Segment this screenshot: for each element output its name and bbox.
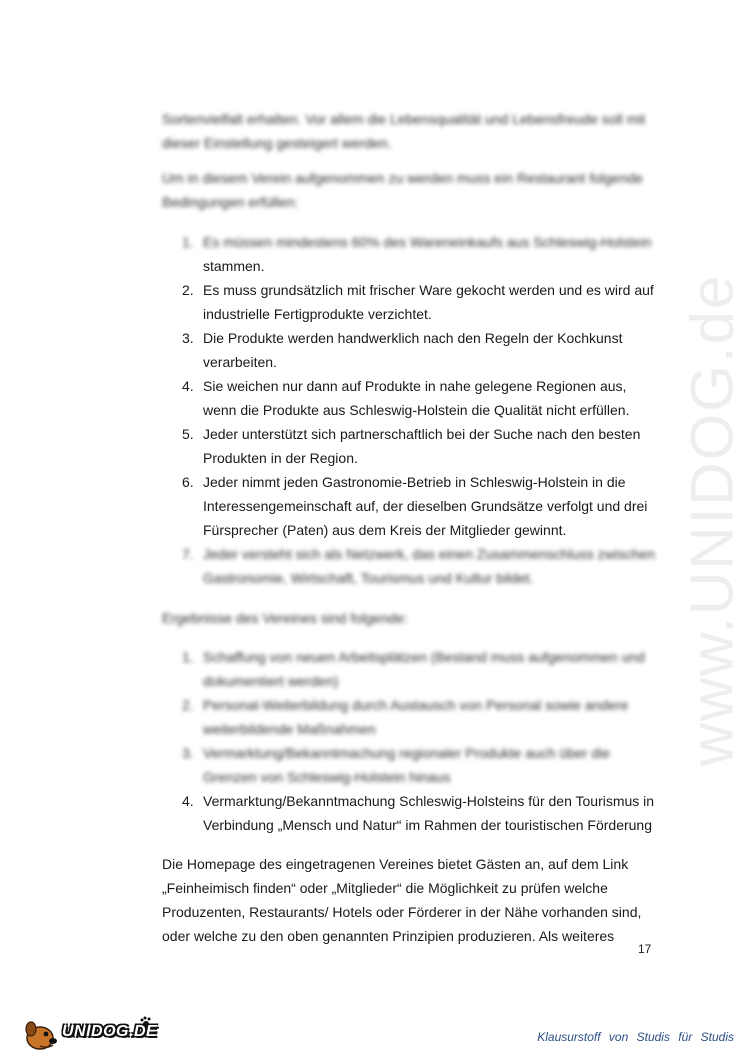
list-item: 4. Sie weichen nur dann auf Produkte in nahe gelegene Regionen aus, wenn die Produkte aus Schleswig-Holstein die Qualität nicht erfüllen. <box>182 378 630 418</box>
list-item-text: Vermarktung/Bekanntmachung Schleswig-Holsteins für den Tourismus in Verbindung „Mensch und Natur“ im Rahmen der touristischen Förderung <box>203 793 655 833</box>
page-number: 17 <box>638 942 652 956</box>
dog-mascot-icon <box>22 1016 64 1052</box>
results-list <box>162 645 662 837</box>
list-item-text: Schaffung von neuen Arbeitsplätzen (Bestand muss aufgenommen und dokumentiert werden) <box>203 649 645 689</box>
list-item: 2. Es muss grundsätzlich mit frischer Ware gekocht werden und es wird auf industrielle Fertigprodukte verzichtet. <box>182 282 654 322</box>
paragraph-results-intro: Ergebnisse des Vereines sind folgende: <box>162 610 408 626</box>
list-item-text: Jeder nimmt jeden Gastronomie-Betrieb in Schleswig-Holstein in die Interessengemeinschaft auf, der dieselben Grundsätze verfolgt und drei Fürsprecher (Paten) aus dem Kreis der Mitglieder gewinnt. <box>203 474 648 538</box>
list-item: 7. Jeder versteht sich als Netzwerk, das einen Zusammenschluss zwischen Gastronomie, Wirtschaft, Tourismus und Kultur bildet. <box>182 546 656 586</box>
list-item: 1. Es müssen mindestens 60% des Wareneinkaufs aus Schleswig-Holstein <box>162 230 662 254</box>
paragraph-intro: Sortenvielfalt erhalten. Vor allem die Lebensqualität und Lebensfreude soll mit dieser Einstellung gesteigert werden. <box>162 111 646 151</box>
list-item: 2. Personal-Weiterbildung durch Austausch von Personal sowie andere weiterbildende Maßnahmen <box>182 697 629 737</box>
conditions-list <box>162 230 662 590</box>
list-item: 5. Jeder unterstützt sich partnerschaftlich bei der Suche nach den besten Produkten in der Region. <box>182 426 641 466</box>
list-item-text: Die Produkte werden handwerklich nach den Regeln der Kochkunst verarbeiten. <box>203 330 623 370</box>
watermark-text: www.UNIDOG.de <box>678 273 746 767</box>
list-item: 6. Jeder nimmt jeden Gastronomie-Betrieb in Schleswig-Holstein in die Interessengemeinschaft auf, der dieselben Grundsätze verfolgt und drei Fürsprecher (Paten) aus dem Kreis der Mitglieder gewinnt. <box>182 474 648 538</box>
list-item-text: Personal-Weiterbildung durch Austausch von Personal sowie andere weiterbildende Maßnahmen <box>203 697 629 737</box>
list-item: 3. Die Produkte werden handwerklich nach den Regeln der Kochkunst verarbeiten. <box>182 330 623 370</box>
list-item-text: stammen. <box>203 258 265 274</box>
list-item-continuation <box>162 254 662 278</box>
list-item-text: Sie weichen nur dann auf Produkte in nahe gelegene Regionen aus, wenn die Produkte aus Schleswig-Holstein die Qualität nicht erfüllen. <box>203 378 630 418</box>
list-item-text: Es muss grundsätzlich mit frischer Ware gekocht werden und es wird auf industrielle Fertigprodukte verzichtet. <box>203 282 654 322</box>
list-item-text: Jeder versteht sich als Netzwerk, das einen Zusammenschluss zwischen Gastronomie, Wirtschaft, Tourismus und Kultur bildet. <box>203 546 656 586</box>
list-item: 4. Vermarktung/Bekanntmachung Schleswig-Holsteins für den Tourismus in Verbindung „Mensch und Natur“ im Rahmen der touristischen Förderung <box>182 793 655 833</box>
paragraph-homepage: Die Homepage des eingetragenen Vereines bietet Gästen an, auf dem Link „Feinheimisch finden“ oder „Mitglieder“ die Möglichkeit zu prüfen welche Produzenten, Restaurants/ Hotels oder Förderer in der Nähe vorhanden sind, oder welche zu den oben genannten Prinzipien produzieren. Als weiteres <box>162 856 642 944</box>
unidog-logo <box>22 1016 158 1052</box>
list-item-text: Es müssen mindestens 60% des Wareneinkaufs aus Schleswig-Holstein <box>203 234 652 250</box>
paragraph-conditions-intro: Um in diesem Verein aufgenommen zu werden muss ein Restaurant folgende Bedingungen erfüllen: <box>162 170 643 210</box>
footer-tagline: Klausurstoff von Studis für Studis <box>537 1030 734 1044</box>
list-item: 1. Schaffung von neuen Arbeitsplätzen (Bestand muss aufgenommen und dokumentiert werden) <box>182 649 645 689</box>
list-item: 3. Vermarktung/Bekanntmachung regionaler Produkte auch über die Grenzen von Schleswig-Holstein hinaus <box>182 745 611 785</box>
logo-text: UNIDOG.DE <box>62 1023 158 1040</box>
list-item-text: Vermarktung/Bekanntmachung regionaler Produkte auch über die Grenzen von Schleswig-Holstein hinaus <box>203 745 611 785</box>
list-item-text: Jeder unterstützt sich partnerschaftlich bei der Suche nach den besten Produkten in der Region. <box>203 426 641 466</box>
